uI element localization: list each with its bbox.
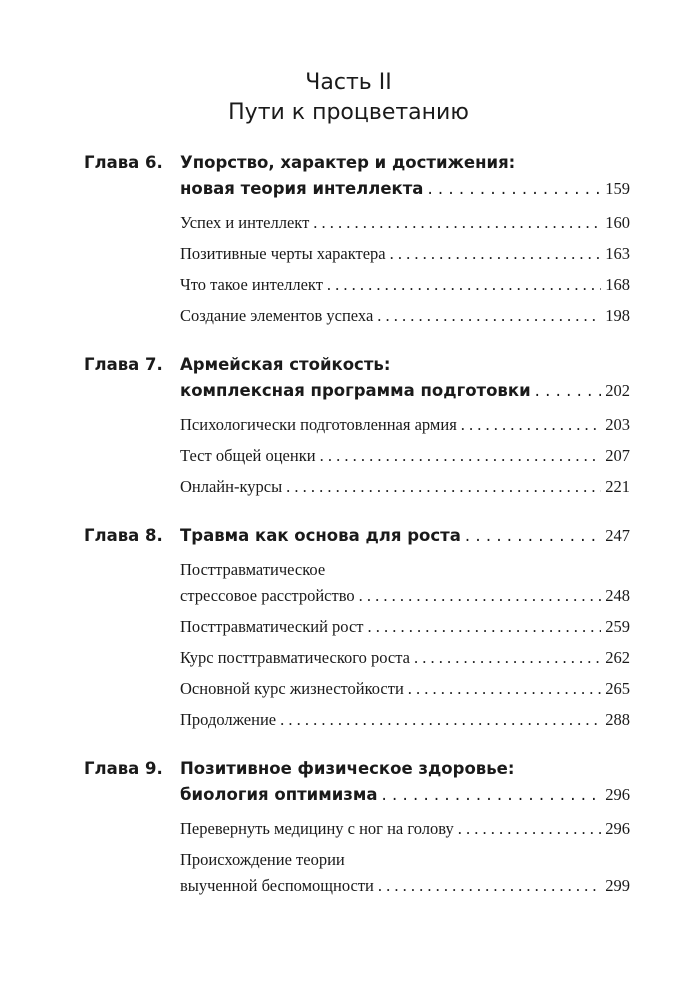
page-number: 265	[605, 679, 630, 698]
section-list	[180, 210, 630, 329]
chapter-title-line-with-page	[180, 378, 630, 404]
toc-section-entry[interactable]	[180, 474, 630, 500]
section-title: Тест общей оценки	[180, 446, 316, 465]
chapter-title	[180, 352, 630, 404]
chapter-label: Глава 8.	[84, 526, 163, 545]
dot-leader	[377, 303, 601, 329]
toc-section-entry[interactable]	[180, 676, 630, 702]
page-number: 221	[605, 477, 630, 496]
page-number: 159	[605, 179, 630, 198]
page-number: 207	[605, 446, 630, 465]
page-number: 262	[605, 648, 630, 667]
toc-section-entry[interactable]	[180, 303, 630, 329]
chapter-label: Глава 7.	[84, 355, 163, 374]
toc-section-entry[interactable]	[180, 645, 630, 671]
chapter-title-line: Армейская стойкость:	[180, 355, 391, 374]
section-list	[180, 557, 630, 733]
dot-leader	[280, 707, 601, 733]
toc-section-entry[interactable]	[180, 210, 630, 236]
dot-leader	[390, 241, 602, 267]
section-title: Онлайн-курсы	[180, 477, 283, 496]
toc-section-entry[interactable]	[180, 557, 630, 609]
page-number: 299	[605, 876, 630, 895]
page-number: 203	[605, 415, 630, 434]
chapter-label: Глава 9.	[84, 759, 163, 778]
page-number: 296	[605, 785, 630, 804]
chapter-title-line-with-page	[180, 782, 630, 808]
dot-leader	[286, 474, 601, 500]
section-title: Продолжение	[180, 710, 277, 729]
dot-leader	[535, 378, 602, 404]
section-title-line: Посттравматическое	[180, 560, 326, 579]
section-title: Психологически подготовленная армия	[180, 415, 457, 434]
chapter-title	[180, 150, 630, 202]
chapter-title-text: комплексная программа подготовки	[180, 381, 531, 400]
toc-section-entry[interactable]	[180, 614, 630, 640]
page-number: 259	[605, 617, 630, 636]
section-list	[180, 412, 630, 500]
page-number: 248	[605, 586, 630, 605]
chapter-title-line-with-page	[180, 523, 630, 549]
chapter-heading	[84, 756, 630, 904]
chapter-label: Глава 6.	[84, 153, 163, 172]
toc-chapter	[84, 150, 630, 334]
chapter-title-line: Упорство, характер и достижения:	[180, 153, 516, 172]
section-title: выученной беспомощности	[180, 876, 374, 895]
page-number: 202	[605, 381, 630, 400]
dot-leader	[320, 443, 602, 469]
dot-leader	[327, 272, 601, 298]
chapter-title	[180, 756, 630, 808]
chapter-heading	[84, 523, 630, 738]
toc-section-entry[interactable]	[180, 443, 630, 469]
section-title: Успех и интеллект	[180, 213, 310, 232]
chapter-title-text: биология оптимизма	[180, 785, 378, 804]
dot-leader	[461, 412, 601, 438]
chapter-title-text: Травма как основа для роста	[180, 526, 461, 545]
page-number: 198	[605, 306, 630, 325]
section-title: Позитивные черты характера	[180, 244, 386, 263]
section-title: Что такое интеллект	[180, 275, 323, 294]
page-number: 160	[605, 213, 630, 232]
page-number: 168	[605, 275, 630, 294]
toc-chapter	[84, 352, 630, 505]
page-number: 247	[605, 526, 630, 545]
toc-section-entry[interactable]	[180, 816, 630, 842]
dot-leader	[313, 210, 601, 236]
toc-chapter	[84, 523, 630, 738]
dot-leader	[427, 176, 601, 202]
toc-section-entry[interactable]	[180, 272, 630, 298]
toc-section-entry[interactable]	[180, 707, 630, 733]
toc-section-entry[interactable]	[180, 847, 630, 899]
section-title: Создание элементов успеха	[180, 306, 374, 325]
table-of-contents	[84, 150, 630, 922]
dot-leader	[359, 583, 602, 609]
chapter-title	[180, 523, 630, 549]
section-title: Курс посттравматического роста	[180, 648, 410, 667]
page-number: 288	[605, 710, 630, 729]
chapter-title-line: Позитивное физическое здоровье:	[180, 759, 515, 778]
dot-leader	[378, 873, 601, 899]
toc-chapter	[84, 756, 630, 904]
dot-leader	[414, 645, 601, 671]
section-title: Основной курс жизнестойкости	[180, 679, 404, 698]
page-number: 296	[605, 819, 630, 838]
section-title-line: Происхождение теории	[180, 850, 345, 869]
section-list	[180, 816, 630, 899]
dot-leader	[367, 614, 601, 640]
dot-leader	[408, 676, 601, 702]
chapter-heading	[84, 352, 630, 505]
section-title: Перевернуть медицину с ног на голову	[180, 819, 454, 838]
part-header	[0, 68, 697, 128]
section-title: Посттравматический рост	[180, 617, 364, 636]
chapter-heading	[84, 150, 630, 334]
toc-section-entry[interactable]	[180, 412, 630, 438]
toc-section-entry[interactable]	[180, 241, 630, 267]
chapter-title-line-with-page	[180, 176, 630, 202]
part-number: Часть II	[305, 70, 392, 95]
dot-leader	[458, 816, 602, 842]
section-title: стрессовое расстройство	[180, 586, 355, 605]
page-number: 163	[605, 244, 630, 263]
part-title: Пути к процветанию	[228, 100, 469, 125]
dot-leader	[465, 523, 601, 549]
chapter-title-text: новая теория интеллекта	[180, 179, 424, 198]
dot-leader	[381, 782, 601, 808]
